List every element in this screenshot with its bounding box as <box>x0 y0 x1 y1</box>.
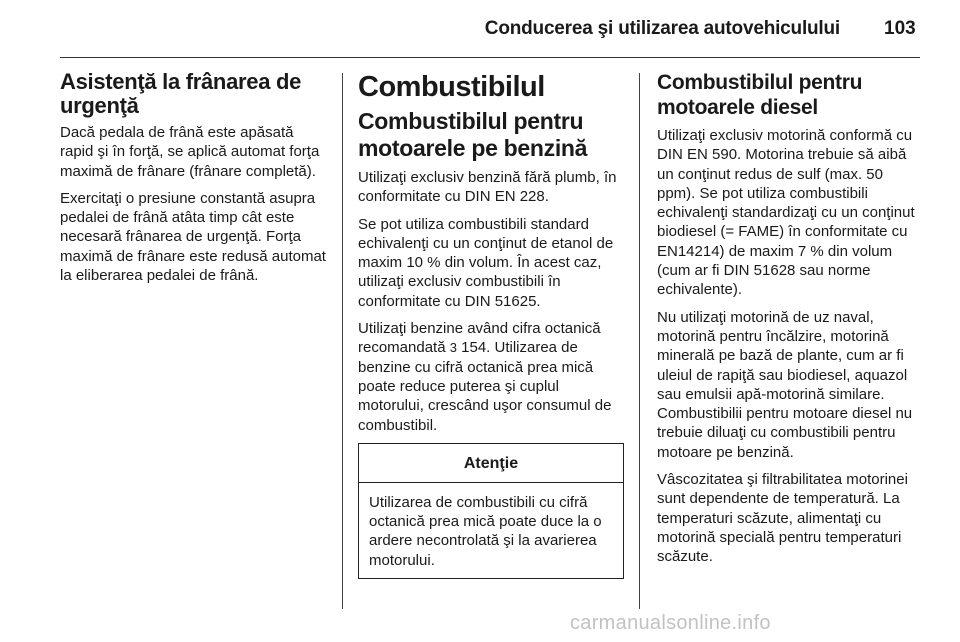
running-header-title: Conducerea şi utilizarea autovehiculului <box>484 18 840 39</box>
column-divider-1 <box>342 73 343 609</box>
warning-text: Utilizarea de combustibili cu cifră octanică prea mică poate duce la o ardere necontrolată şi la avarierea motorului. <box>369 493 602 569</box>
paragraph: Nu utilizaţi motorină de uz naval, motorină pentru încălzire, motorină minerală pe bază de plante, cum ar fi uleiul de rapiţă sau biodiesel, aquazol sau emulsii apă-motorină similare. Combustibilii pentru motoare diesel nu trebuie diluaţi cu combustibili pentru motoare pe benzină. <box>657 308 913 461</box>
paragraph: Vâscozitatea şi filtrabilitatea motorinei sunt dependente de temperatură. La temperaturi scăzute, alimentaţi cu motorină specială pentru temperaturi scăzute. <box>657 471 908 566</box>
warning-box <box>358 443 624 579</box>
warning-body <box>359 483 623 578</box>
section-heading-petrol-fuel: Combustibilul pentru motoarele pe benzină <box>358 108 588 161</box>
page-number: 103 <box>884 18 916 39</box>
paragraph-octane <box>358 319 626 435</box>
page-reference-arrow-icon[interactable]: 3 <box>449 340 457 356</box>
octane-text-after: 154. Utilizarea de benzine cu cifră octanică prea mică poate reduce puterea şi cuplul motorului, crescând uşor consumul de combustibil. <box>358 339 612 434</box>
octane-text-before: Utilizaţi benzine având cifra octanică recomandată <box>358 320 601 357</box>
chapter-heading-fuel: Combustibilul <box>358 71 545 103</box>
column-diesel-fuel <box>657 70 923 575</box>
paragraph: Dacă pedala de frână este apăsată rapid şi în forţă, se aplică automat forţa maximă de frânare (frânare completă). <box>60 124 320 180</box>
paragraph: Exercitaţi o presiune constantă asupra pedalei de frână atâta timp cât este necesară frânarea de urgenţă. Forţa maximă de frânare este redusă automat la eliberarea pedalei de frână. <box>60 189 326 285</box>
section-heading-diesel-fuel: Combustibilul pentru motoarele diesel <box>657 71 863 119</box>
column-emergency-brake-assist <box>60 70 330 293</box>
header-rule <box>60 57 920 58</box>
column-divider-2 <box>639 73 640 609</box>
column-fuel <box>358 70 626 579</box>
paragraph: Se pot utiliza combustibili standard echivalenţi cu un conţinut de etanol de maxim 10 % din volum. În acest caz, utilizaţi exclusiv combustibili în conformitate cu DIN 51625. <box>358 215 614 310</box>
section-heading-emergency-brake: Asistenţă la frânarea de urgenţă <box>60 69 302 118</box>
paragraph: Utilizaţi exclusiv benzină fără plumb, în conformitate cu DIN EN 228. <box>358 169 617 206</box>
paragraph: Utilizaţi exclusiv motorină conformă cu DIN EN 590. Motorina trebuie să aibă un conţinut redus de sulf (max. 50 ppm). Se pot utiliza combustibili echivalenţi standardizaţi cu un conţinut biodiesel (= FAME) în conformitate cu EN14214) de maxim 7 % din volum (cum ar fi DIN 51628 sau norme echivalente). <box>657 127 915 299</box>
warning-title: Atenţie <box>359 444 623 483</box>
watermark: carmanualsonline.info <box>570 612 771 634</box>
